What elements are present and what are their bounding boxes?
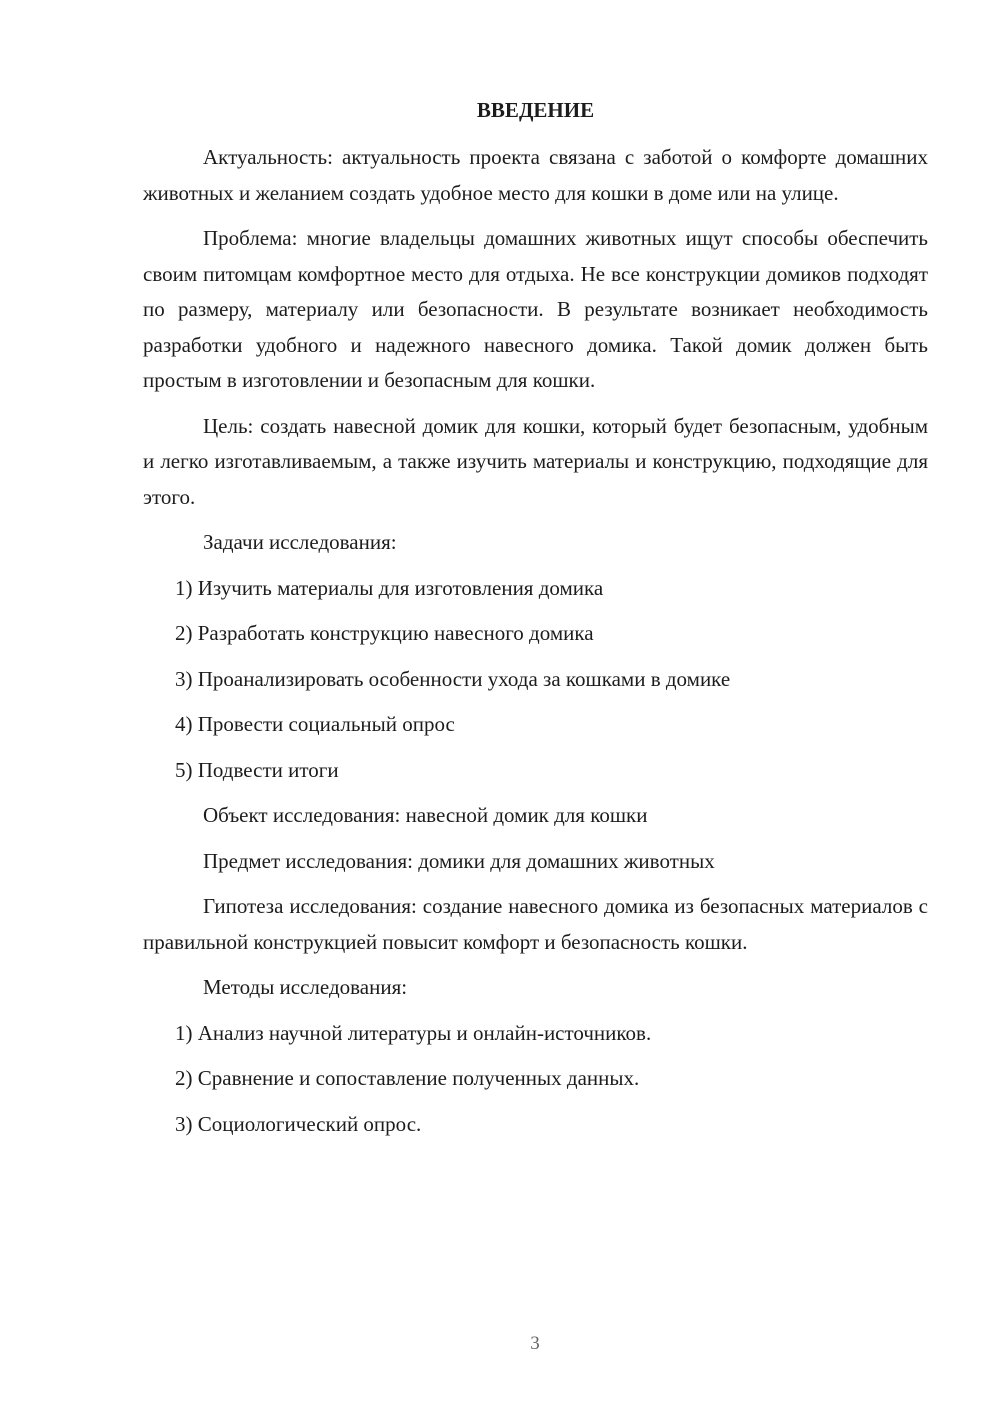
object-line: Объект исследования: навесной домик для кошки (203, 803, 648, 827)
page-title: ВВЕДЕНИЕ (476, 98, 595, 122)
document-page (143, 92, 928, 1152)
page-number: 3 (530, 1333, 540, 1354)
list-item: 1) Анализ научной литературы и онлайн-источников. (175, 1020, 652, 1045)
tasks-list (143, 571, 928, 789)
subject-line: Предмет исследования: домики для домашних животных (203, 848, 715, 873)
tasks-title: Задачи исследования: (203, 530, 397, 554)
methods-list (143, 1016, 928, 1143)
list-item: 1) Изучить материалы для изготовления домика (175, 575, 604, 600)
relevance-paragraph: Актуальность: актуальность проекта связана с заботой о комфорте домашних животных и желанием создать удобное место для кошки в доме или на улице. (143, 145, 928, 205)
list-item: 3) Социологический опрос. (175, 1111, 422, 1136)
hypothesis-paragraph: Гипотеза исследования: создание навесного домика из безопасных материалов с правильной конструкцией повысит комфорт и безопасность кошки. (143, 894, 928, 954)
list-item: 2) Сравнение и сопоставление полученных данных. (175, 1066, 640, 1090)
methods-title: Методы исследования: (203, 975, 408, 999)
list-item: 3) Проанализировать особенности ухода за кошками в домике (175, 666, 731, 691)
list-item: 5) Подвести итоги (175, 757, 339, 782)
list-item: 4) Провести социальный опрос (175, 712, 455, 736)
problem-paragraph: Проблема: многие владельцы домашних животных ищут способы обеспечить своим питомцам комфортное место для отдыха. Не все конструкции домиков подходят по размеру, материалу или безопасности. В результате возникает необходимость разработки удобного и надежного навесного домика. Такой домик должен быть простым в изготовлении и безопасным для кошки. (143, 226, 928, 392)
list-item: 2) Разработать конструкцию навесного домика (175, 621, 594, 645)
goal-paragraph: Цель: создать навесной домик для кошки, который будет безопасным, удобным и легко изготавливаемым, а также изучить материалы и конструкцию, подходящие для этого. (143, 413, 928, 509)
